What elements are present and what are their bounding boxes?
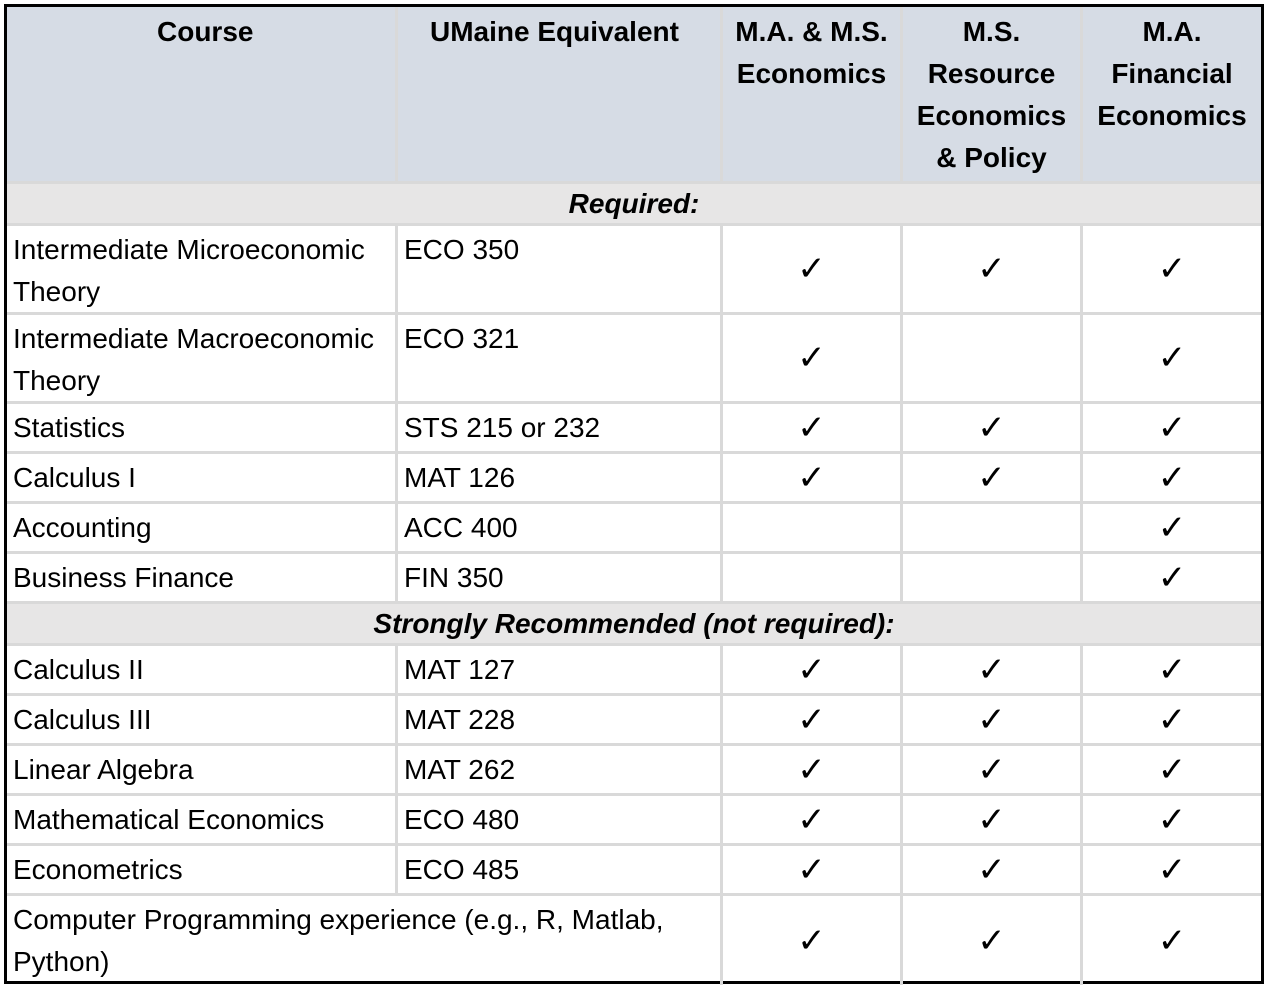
check-cell: [903, 646, 1083, 696]
check-icon: ✓: [1157, 799, 1187, 840]
check-icon: ✓: [797, 338, 826, 378]
course-name: Business Finance: [7, 554, 398, 604]
check-cell: [1083, 504, 1261, 554]
check-icon: ✓: [1157, 457, 1187, 498]
check-cell: [723, 554, 903, 604]
course-requirements-table: [4, 4, 1264, 984]
check-icon: ✓: [1157, 649, 1187, 690]
check-icon: ✓: [1157, 849, 1187, 890]
course-name: Econometrics: [7, 846, 398, 896]
check-icon: ✓: [1157, 249, 1187, 289]
check-icon: ✓: [1157, 920, 1187, 961]
check-icon: ✓: [797, 749, 826, 790]
check-cell: [1083, 454, 1261, 504]
check-cell: [903, 315, 1083, 404]
check-cell: [1083, 796, 1261, 846]
course-name: Calculus III: [7, 696, 398, 746]
check-cell: [903, 404, 1083, 454]
check-icon: ✓: [1157, 338, 1187, 378]
check-icon: ✓: [797, 799, 826, 840]
check-cell: [903, 454, 1083, 504]
check-icon: ✓: [977, 407, 1006, 448]
course-equivalent: ACC 400: [398, 504, 723, 554]
course-equivalent: ECO 485: [398, 846, 723, 896]
course-equivalent: MAT 127: [398, 646, 723, 696]
course-equivalent: ECO 480: [398, 796, 723, 846]
check-icon: ✓: [977, 849, 1006, 890]
check-icon: ✓: [797, 649, 826, 690]
check-cell: [723, 896, 903, 985]
course-equivalent: MAT 228: [398, 696, 723, 746]
course-name: Intermediate Microeconomic Theory: [7, 226, 398, 315]
check-cell: [903, 696, 1083, 746]
header-umaine-equivalent: UMaine Equivalent: [398, 7, 723, 184]
check-cell: [903, 554, 1083, 604]
header-course: Course: [7, 7, 398, 184]
check-icon: ✓: [797, 920, 826, 961]
check-icon: ✓: [977, 920, 1006, 961]
course-equivalent: ECO 350: [398, 226, 723, 315]
course-equivalent: FIN 350: [398, 554, 723, 604]
course-equivalent: STS 215 or 232: [398, 404, 723, 454]
header-ma-ms-economics: M.A. & M.S. Economics: [723, 7, 903, 184]
check-cell: [723, 846, 903, 896]
check-icon: ✓: [797, 849, 826, 890]
check-cell: [723, 746, 903, 796]
course-name: Mathematical Economics: [7, 796, 398, 846]
check-cell: [723, 454, 903, 504]
check-cell: [1083, 646, 1261, 696]
check-cell: [903, 504, 1083, 554]
section-recommended: Strongly Recommended (not required):: [7, 604, 1261, 646]
check-cell: [1083, 404, 1261, 454]
check-icon: ✓: [977, 457, 1006, 498]
check-cell: [723, 696, 903, 746]
check-cell: [1083, 846, 1261, 896]
check-icon: ✓: [797, 699, 826, 740]
course-name: Linear Algebra: [7, 746, 398, 796]
check-cell: [1083, 315, 1261, 404]
check-icon: ✓: [797, 407, 826, 448]
check-cell: [723, 504, 903, 554]
check-cell: [723, 226, 903, 315]
check-icon: ✓: [977, 699, 1006, 740]
check-cell: [1083, 896, 1261, 985]
course-equivalent: MAT 262: [398, 746, 723, 796]
check-cell: [903, 846, 1083, 896]
check-icon: ✓: [977, 649, 1006, 690]
course-name: Calculus I: [7, 454, 398, 504]
check-icon: ✓: [1157, 407, 1187, 448]
check-cell: [903, 896, 1083, 985]
check-icon: ✓: [1157, 507, 1187, 548]
course-name: Calculus II: [7, 646, 398, 696]
course-equivalent: ECO 321: [398, 315, 723, 404]
check-icon: ✓: [977, 749, 1006, 790]
check-cell: [1083, 226, 1261, 315]
check-icon: ✓: [977, 249, 1006, 289]
check-icon: ✓: [1157, 749, 1187, 790]
check-cell: [1083, 746, 1261, 796]
check-cell: [723, 404, 903, 454]
check-icon: ✓: [797, 457, 826, 498]
section-required: Required:: [7, 184, 1261, 226]
check-cell: [723, 315, 903, 404]
check-cell: [1083, 696, 1261, 746]
course-equivalent: MAT 126: [398, 454, 723, 504]
check-icon: ✓: [977, 799, 1006, 840]
course-name: Accounting: [7, 504, 398, 554]
check-cell: [903, 226, 1083, 315]
header-ma-financial-economics: M.A. Financial Economics: [1083, 7, 1261, 184]
course-name: Statistics: [7, 404, 398, 454]
check-cell: [903, 746, 1083, 796]
header-ms-resource-economics: M.S. Resource Economics & Policy: [903, 7, 1083, 184]
check-cell: [723, 796, 903, 846]
check-icon: ✓: [1157, 699, 1187, 740]
check-cell: [903, 796, 1083, 846]
check-cell: [723, 646, 903, 696]
course-name: Intermediate Macroeconomic Theory: [7, 315, 398, 404]
check-icon: ✓: [1157, 557, 1187, 598]
check-cell: [1083, 554, 1261, 604]
course-name: Computer Programming experience (e.g., R, Matlab, Python): [7, 896, 723, 985]
check-icon: ✓: [797, 249, 826, 289]
